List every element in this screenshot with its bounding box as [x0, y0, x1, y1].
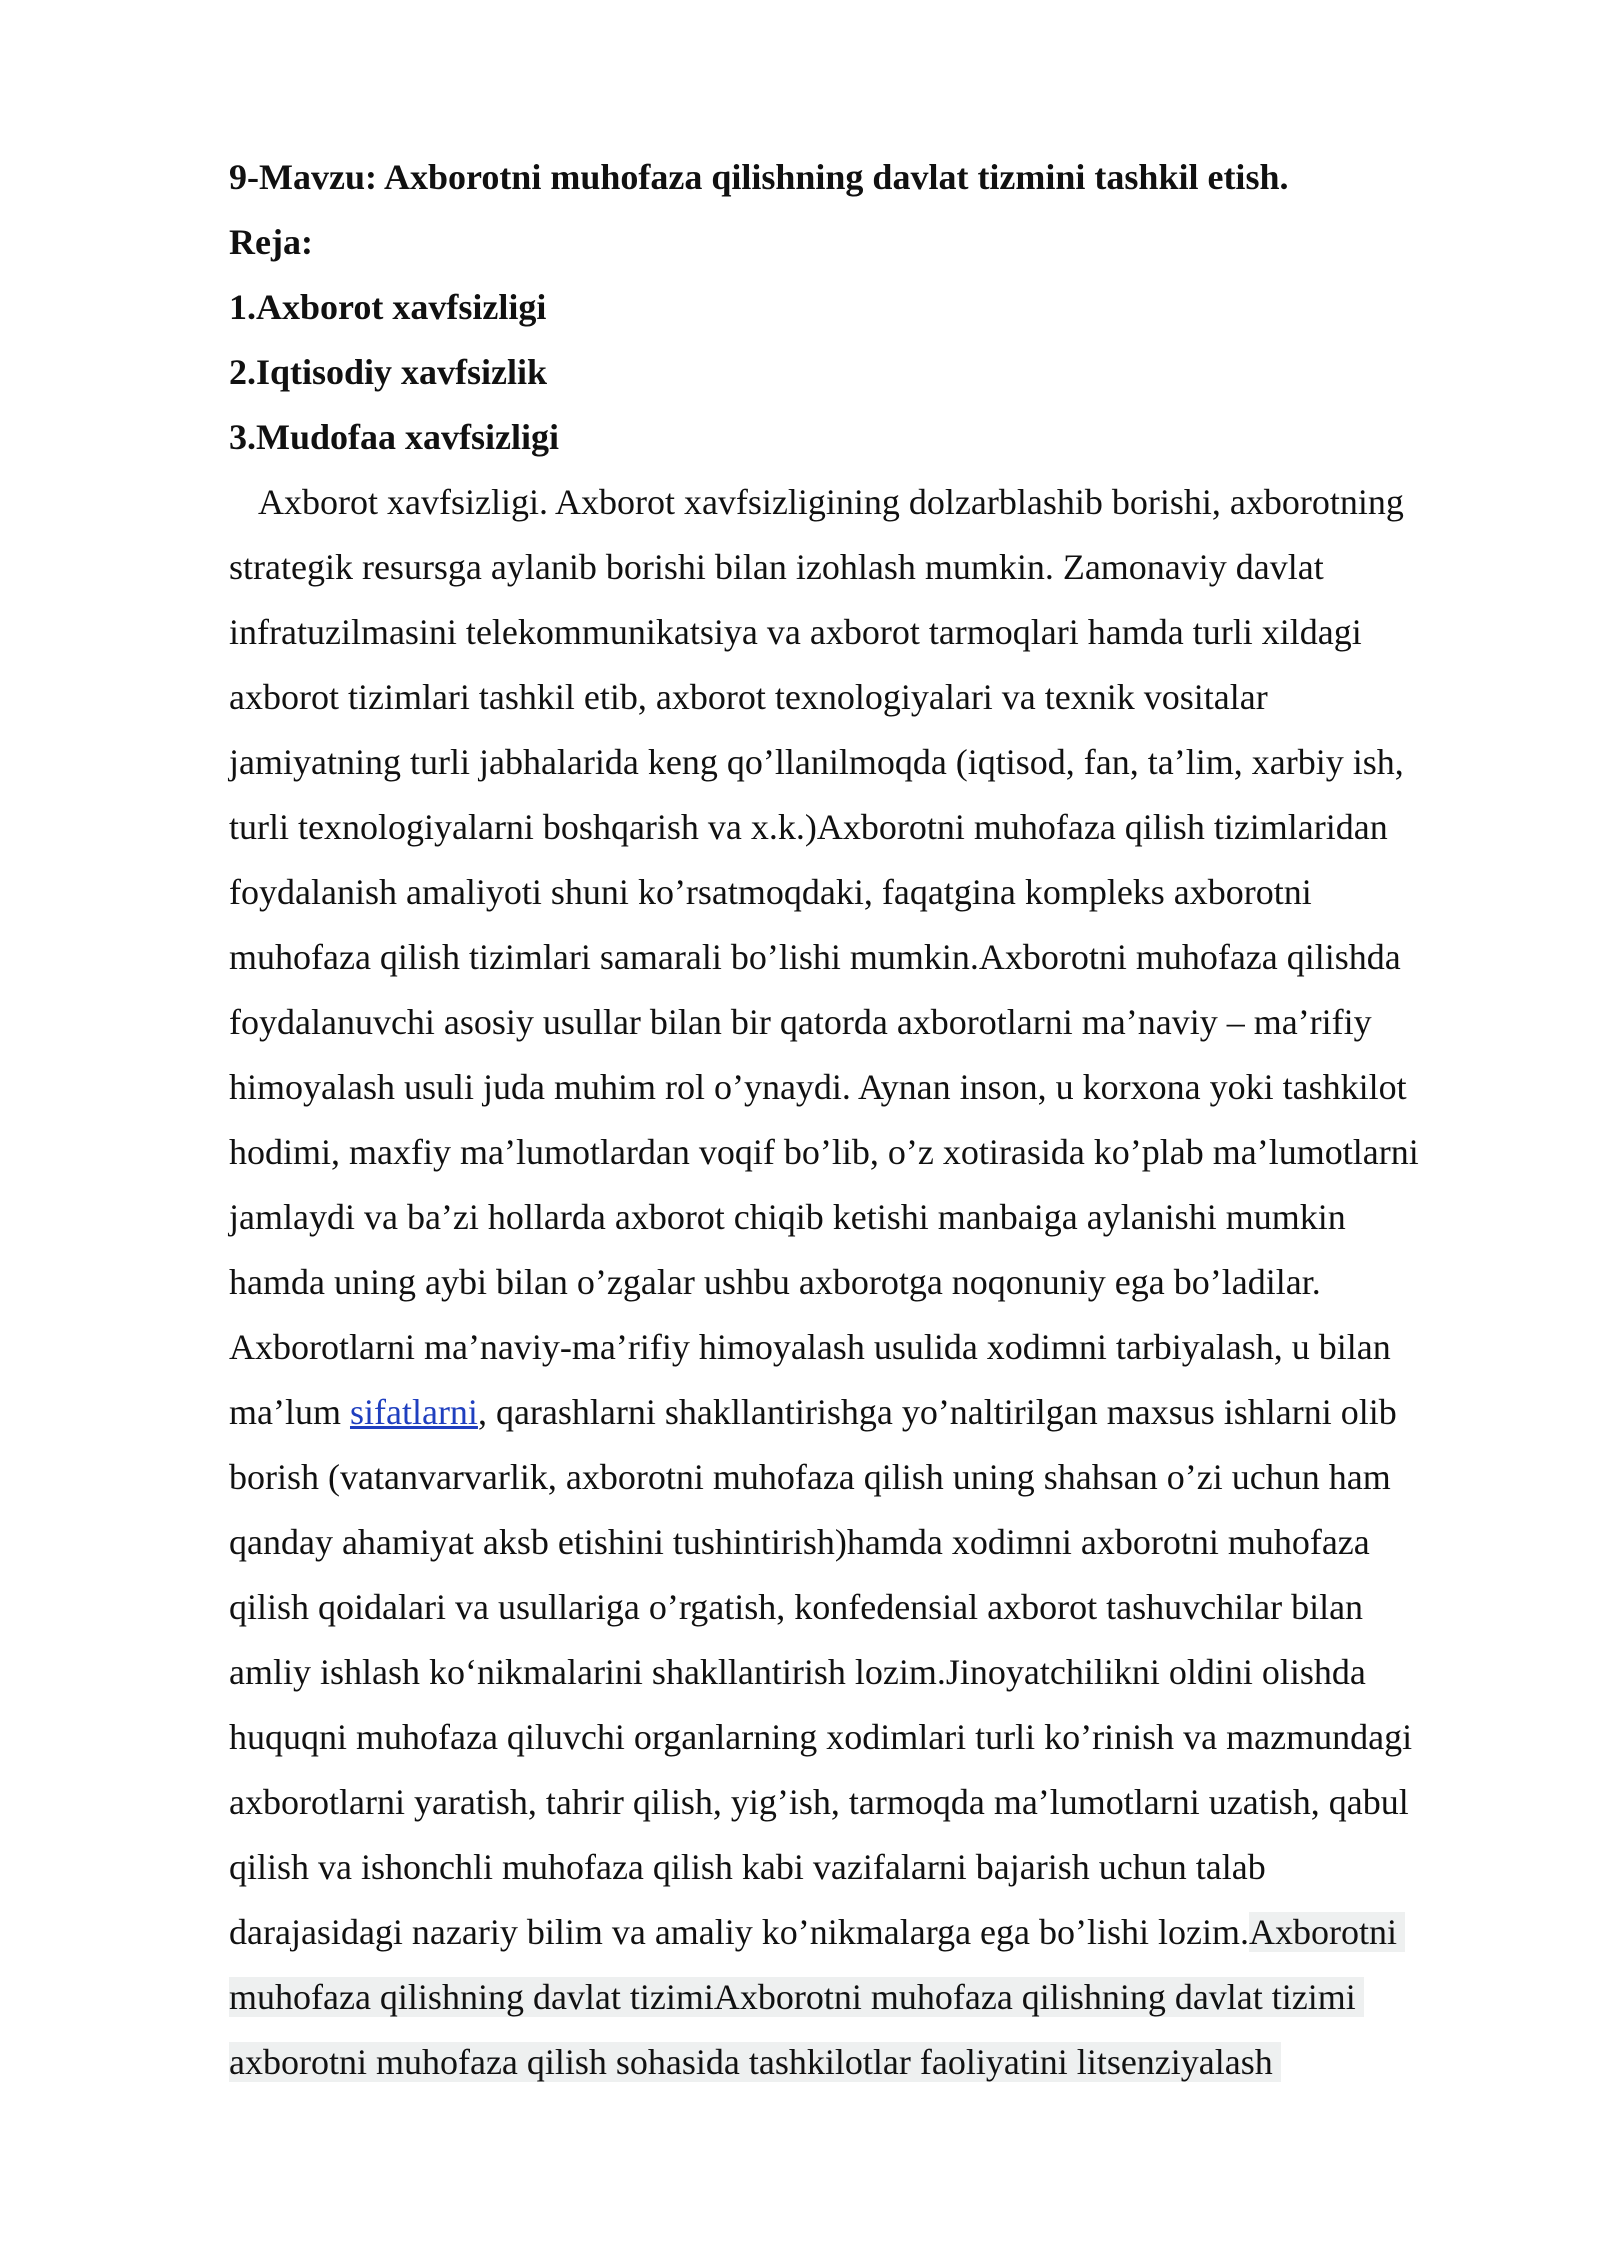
body-text-line: Axborotlarni ma’naviy-ma’rifiy himoyalash usulida xodimni tarbiyalash, u bilan	[229, 1327, 1391, 1367]
plan-item: 1.Axborot xavfsizligi	[229, 287, 547, 327]
body-text-line: qilish qoidalari va usullariga o’rgatish, konfedensial axborot tashuvchilar bilan	[229, 1587, 1364, 1627]
body-text-line: himoyalash usuli juda muhim rol o’ynaydi. Aynan inson, u korxona yoki tashkilot	[229, 1067, 1407, 1107]
body-text-line: foydalanuvchi asosiy usullar bilan bir qatorda axborotlarni ma’naviy – ma’rifiy	[229, 1002, 1372, 1042]
body-text-line: hodimi, maxfiy ma’lumotlardan voqif bo’lib, o’z xotirasida ko’plab ma’lumotlarni	[229, 1132, 1419, 1172]
highlighted-text: axborotni muhofaza qilish sohasida tashkilotlar faoliyatini litsenziyalash	[229, 2042, 1281, 2082]
body-text-line: foydalanish amaliyoti shuni ko’rsatmoqdaki, faqatgina kompleks axborotni	[229, 872, 1312, 912]
document-page	[229, 145, 1489, 2095]
highlighted-line	[229, 1965, 1489, 2030]
body-text-line-mixed	[229, 1900, 1489, 1965]
body-text-line: axborotlarni yaratish, tahrir qilish, yig’ish, tarmoqda ma’lumotlarni uzatish, qabul	[229, 1782, 1409, 1822]
mixed-line-plain: darajasidagi nazariy bilim va amaliy ko’nikmalarga ega bo’lishi lozim.	[229, 1912, 1250, 1952]
body-text-line: jamlaydi va ba’zi hollarda axborot chiqib ketishi manbaiga aylanishi mumkin	[229, 1197, 1346, 1237]
document-title: 9-Mavzu: Axborotni muhofaza qilishning davlat tizmini tashkil etish.	[229, 157, 1289, 197]
body-text-line: axborot tizimlari tashkil etib, axborot texnologiyalari va texnik vositalar	[229, 677, 1268, 717]
link-line-after: , qarashlarni shakllantirishga yo’naltirilgan maxsus ishlarni olib	[477, 1392, 1397, 1432]
highlighted-text: muhofaza qilishning davlat tizimiAxborotni muhofaza qilishning davlat tizimi	[229, 1977, 1364, 2017]
body-text-line: amliy ishlash ko‘nikmalarini shakllantirish lozim.Jinoyatchilikni oldini olishda	[229, 1652, 1366, 1692]
highlighted-text: Axborotni	[1249, 1912, 1405, 1952]
plan-item: 2.Iqtisodiy xavfsizlik	[229, 352, 548, 392]
body-text-line: hamda uning aybi bilan o’zgalar ushbu axborotga noqonuniy ega bo’ladilar.	[229, 1262, 1321, 1302]
sifatlarni-link[interactable]: sifatlarni	[349, 1392, 478, 1432]
body-text-line: qilish va ishonchli muhofaza qilish kabi vazifalarni bajarish uchun talab	[229, 1847, 1266, 1887]
body-text-line: Axborot xavfsizligi. Axborot xavfsizligining dolzarblashib borishi, axborotning	[258, 482, 1404, 522]
plan-heading: Reja:	[229, 222, 313, 262]
body-text-line: qanday ahamiyat aksb etishini tushintirish)hamda xodimni axborotni muhofaza	[229, 1522, 1370, 1562]
body-text-line: huquqni muhofaza qiluvchi organlarning xodimlari turli ko’rinish va mazmundagi	[229, 1717, 1413, 1757]
link-line-before: ma’lum	[229, 1392, 350, 1432]
highlighted-line	[229, 2030, 1489, 2095]
plan-item: 3.Mudofaa xavfsizligi	[229, 417, 559, 457]
body-text-line: infratuzilmasini telekommunikatsiya va axborot tarmoqlari hamda turli xildagi	[229, 612, 1362, 652]
body-text-line: borish (vatanvarvarlik, axborotni muhofaza qilish uning shahsan o’zi uchun ham	[229, 1457, 1391, 1497]
body-text-line: strategik resursga aylanib borishi bilan izohlash mumkin. Zamonaviy davlat	[229, 547, 1324, 587]
body-text-line: jamiyatning turli jabhalarida keng qo’llanilmoqda (iqtisod, fan, ta’lim, xarbiy ish,	[229, 742, 1404, 782]
body-text-line: muhofaza qilish tizimlari samarali bo’lishi mumkin.Axborotni muhofaza qilishda	[229, 937, 1401, 977]
body-text-line-with-link	[229, 1380, 1489, 1445]
body-text-line: turli texnologiyalarni boshqarish va x.k.)Axborotni muhofaza qilish tizimlaridan	[229, 807, 1388, 847]
